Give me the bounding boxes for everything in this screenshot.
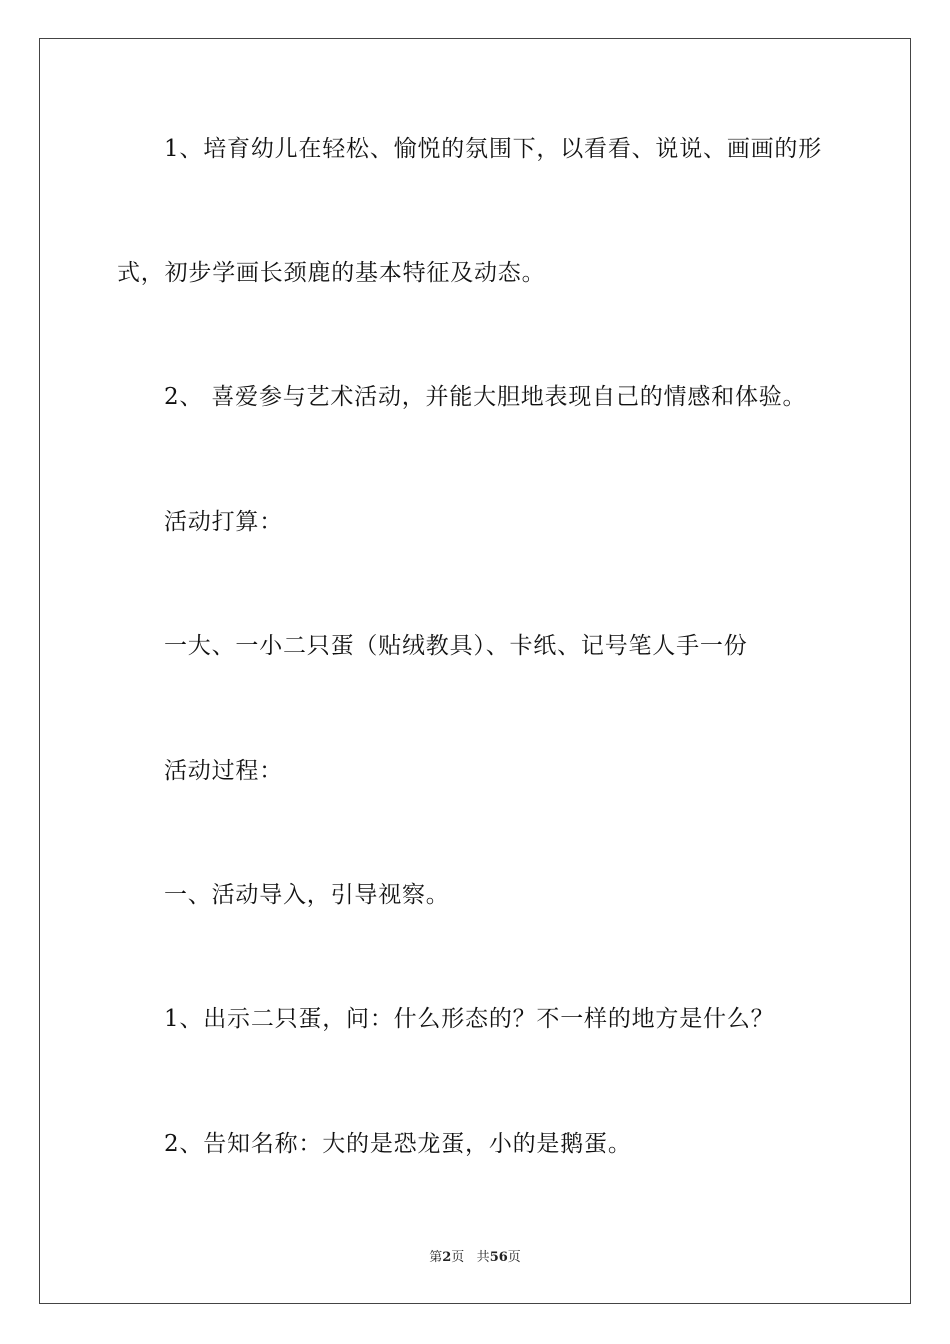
paragraph-goal-1: 1、培育幼儿在轻松、愉悦的氛围下，以看看、说说、画画的形 <box>164 136 823 162</box>
footer-total-prefix: 共 <box>476 1250 490 1265</box>
paragraph-step-2: 2、告知名称：大的是恐龙蛋，小的是鹅蛋。 <box>164 1131 632 1157</box>
paragraph-materials: 一大、一小二只蛋（贴绒教具）、卡纸、记号笔人手一份 <box>164 633 748 659</box>
page-footer <box>0 1246 950 1265</box>
footer-page-number: 2 <box>442 1250 452 1265</box>
heading-activity-preparation: 活动打算： <box>164 509 283 535</box>
paragraph-goal-1-continued: 式，初步学画长颈鹿的基本特征及动态。 <box>117 260 546 286</box>
paragraph-goal-2: 2、 喜爱参与艺术活动，并能大胆地表现自己的情感和体验。 <box>164 384 807 410</box>
footer-total-suffix: 页 <box>507 1250 521 1265</box>
footer-prefix: 第 <box>429 1250 443 1265</box>
paragraph-step-1: 1、出示二只蛋，问：什么形态的？不一样的地方是什么？ <box>164 1006 775 1032</box>
heading-activity-process: 活动过程： <box>164 758 283 784</box>
footer-page-suffix: 页 <box>451 1250 465 1265</box>
footer-total-pages: 56 <box>489 1250 508 1265</box>
page-border <box>39 38 911 1304</box>
paragraph-step-intro: 一、活动导入，引导视察。 <box>164 882 450 908</box>
